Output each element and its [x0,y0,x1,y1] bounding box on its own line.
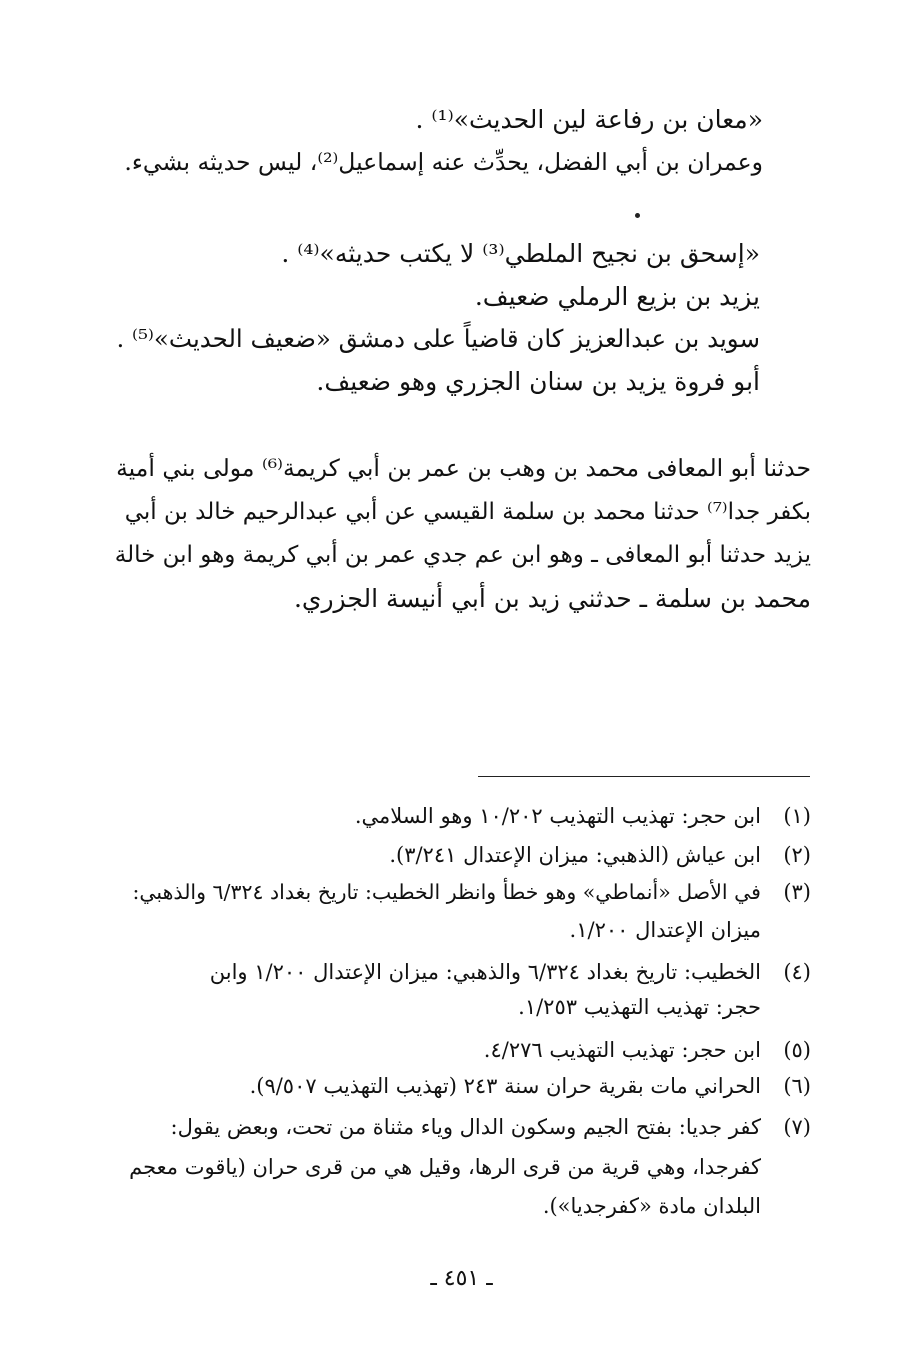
footnote-number: (٦) [783,1074,811,1098]
footnote-text: كفر جديا: بفتح الجيم وسكون الدال وياء مثناة من تحت، وبعض يقول: [170,1115,761,1139]
text-line-4: يزيد بن بزيع الرملي ضعيف. [474,282,760,311]
footnote-divider [478,776,810,777]
text-line-5: سويد بن عبدالعزيز كان قاضياً على دمشق «ضعيف الحديث»⁽⁵⁾ . [116,324,760,353]
paragraph-line-3: يزيد حدثنا أبو المعافى ـ وهو ابن عم جدي عمر بن أبي كريمة وهو ابن خالة [114,542,811,568]
text-line-1: «معان بن رفاعة لين الحديث»⁽¹⁾ . [415,105,763,134]
paragraph-line-2: بكفر جدا⁽⁷⁾ حدثنا محمد بن سلمة القيسي عن أبي عبدالرحيم خالد بن أبي [124,499,811,525]
paragraph-line-1: حدثنا أبو المعافى محمد بن وهب بن عمر بن أبي كريمة⁽⁶⁾ مولى بني أمية [116,454,811,482]
footnote-number: (١) [783,804,811,828]
footnote-7-continuation-1: كفرجدا، وهي قرية من قرى الرها، وقيل هي من قرى حران (ياقوت معجم [129,1155,761,1179]
footnote-number: (٤) [783,960,811,984]
footnote-text: في الأصل «أنماطي» وهو خطأ وانظر الخطيب: تاريخ بغداد ٦/٣٢٤ والذهبي: [132,880,761,904]
footnote-text: ابن عياش (الذهبي: ميزان الإعتدال ٣/٢٤١). [389,843,761,867]
footnote-number: (٣) [783,880,811,904]
footnote-text: ابن حجر: تهذيب التهذيب ١٠/٢٠٢ وهو السلامي. [354,804,761,828]
footnote-number: (٢) [783,843,811,867]
footnote-text: الحراني مات بقرية حران سنة ٢٤٣ (تهذيب التهذيب ٩/٥٠٧). [249,1074,761,1098]
footnote-text: ابن حجر: تهذيب التهذيب ٤/٢٧٦. [483,1038,761,1062]
footnote-7-continuation-2: البلدان مادة «كفرجديا»). [542,1194,761,1218]
text-line-6: أبو فروة يزيد بن سنان الجزري وهو ضعيف. [316,367,760,396]
ink-speck [635,213,640,218]
text-line-2: وعمران بن أبي الفضل، يحدِّث عنه إسماعيل⁽²⁾، ليس حديثه بشيء. [124,148,763,176]
page-number: ـ ٤٥١ ـ [430,1266,493,1291]
footnote-number: (٧) [783,1115,811,1139]
text-line-3: «إسحق بن نجيح الملطي⁽³⁾ لا يكتب حديثه»⁽⁴⁾ . [281,239,760,268]
footnote-3-continuation: ميزان الإعتدال ١/٢٠٠. [569,918,761,942]
footnote-number: (٥) [783,1038,811,1062]
footnote-text: الخطيب: تاريخ بغداد ٦/٣٢٤ والذهبي: ميزان الإعتدال ١/٢٠٠ وابن [209,960,761,984]
footnote-4-continuation: حجر: تهذيب التهذيب ١/٢٥٣. [518,995,761,1019]
paragraph-line-4: محمد بن سلمة ـ حدثني زيد بن أبي أنيسة الجزري. [293,584,811,613]
